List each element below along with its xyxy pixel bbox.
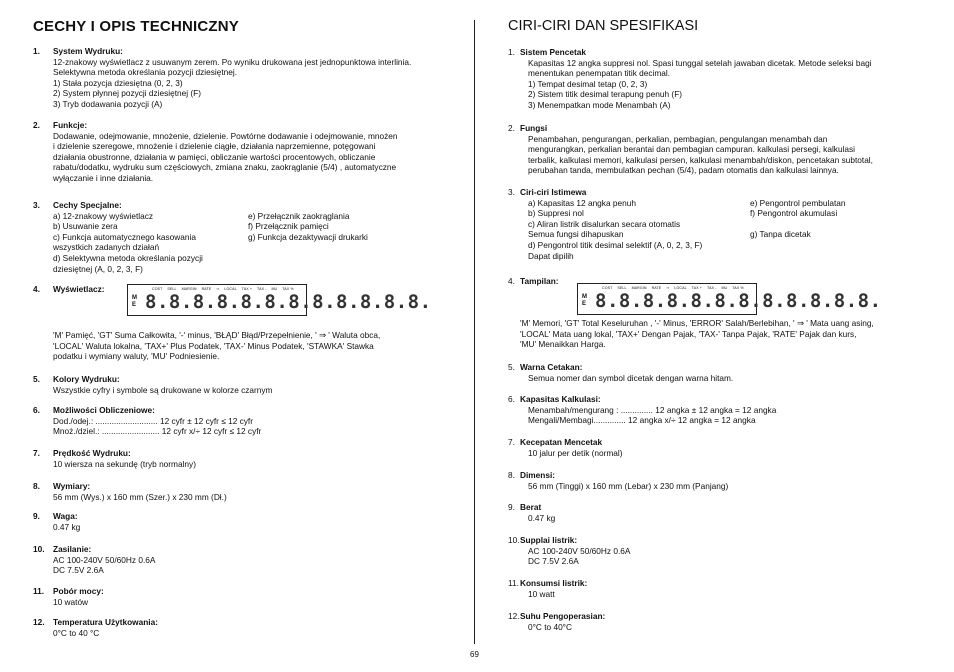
section-text: 10 watów: [53, 596, 89, 607]
feature-item: b) Suppresi nol: [528, 208, 584, 219]
display-indicator: TAX +: [691, 286, 703, 290]
section-heading: Możliwości Obliczeniowe:: [53, 405, 155, 415]
section-number: 4.: [508, 276, 515, 286]
section-text: wyłączanie i inne działania.: [53, 172, 154, 183]
page-divider: [474, 20, 475, 644]
section-number: 8.: [508, 470, 515, 480]
section-text: Kapasitas 12 angka suppresi nol. Spasi tunggal setelah jawaban dicetak. Metode seleksi bagi: [528, 57, 872, 68]
section-number: 9.: [33, 511, 40, 521]
page-title: CECHY I OPIS TECHNICZNY: [33, 18, 240, 35]
display-indicator: LOCAL: [674, 286, 687, 290]
spec-section: [33, 448, 463, 469]
section-text: 10 jalur per detik (normal): [528, 447, 623, 458]
section-heading: Prędkość Wydruku:: [53, 448, 131, 458]
spec-section: [508, 362, 948, 383]
spec-section: [33, 405, 463, 437]
section-heading: Fungsi: [520, 123, 548, 133]
display-indicator: SELL: [617, 286, 627, 290]
section-number: 7.: [33, 448, 40, 458]
section-heading: Temperatura Użytkowania:: [53, 617, 158, 627]
section-text: terbalik, kalkulasi memori, kalkulasi persen, kalkulasi menambah/diskon, pencetakan subtotal,: [528, 154, 873, 165]
section-text: 56 mm (Wys.) x 160 mm (Szer.) x 230 mm (Dł.): [53, 491, 227, 502]
spec-section: [33, 511, 463, 532]
section-text: Wszystkie cyfry i symbole są drukowane w kolorze czarnym: [53, 384, 273, 395]
display-indicator: SELL: [167, 287, 177, 291]
section-text: 0.47 kg: [528, 512, 556, 523]
section-number: 9.: [508, 502, 515, 512]
section-text: 0°C to 40°C: [528, 621, 572, 632]
display-memory-error-indicator: M E: [132, 295, 137, 308]
section-text: DC 7.5V 2.6A: [528, 556, 579, 567]
display-indicator: MARGIN: [631, 286, 647, 290]
section-text: AC 100-240V 50/60Hz 0.6A: [528, 545, 631, 556]
section-number: 12.: [33, 617, 45, 627]
section-text: Mnoż./dziel.: ......................... 12 cyfr x/÷ 12 cyfr ≤ 12 cyfr: [53, 426, 262, 437]
spec-section: [508, 502, 948, 523]
section-text: 1) Stała pozycja dziesiętna (0, 2, 3): [53, 77, 183, 88]
feature-item: d) Selektywna metoda określania pozycji: [53, 252, 203, 263]
feature-item: f) Przełącznik pamięci: [248, 221, 329, 232]
section-heading: Supplai listrik:: [520, 535, 578, 545]
section-number: 3.: [508, 187, 515, 197]
display-indicator: MARGIN: [181, 287, 197, 291]
section-heading: Warna Cetakan:: [520, 362, 583, 372]
spec-section: [508, 535, 948, 567]
section-text: 3) Menempatkan mode Menambah (A): [528, 99, 671, 110]
feature-item: e) Pengontrol pembulatan: [750, 197, 846, 208]
spec-section: [33, 481, 463, 502]
display-indicator: LOCAL: [224, 287, 237, 291]
spec-section: [508, 578, 948, 599]
display-indicator: ⇒: [216, 287, 220, 291]
left-page: [0, 0, 470, 672]
section-text: 2) Sistem titik desimal terapung penuh (F): [528, 89, 683, 100]
section-text: 56 mm (Tinggi) x 160 mm (Lebar) x 230 mm (Panjang): [528, 480, 729, 491]
section-text: menentukan penempatan titik decimal.: [528, 68, 671, 79]
section-text: Mengali/Membagi.............. 12 angka x/÷ 12 angka = 12 angka: [528, 415, 756, 426]
display-memory-error-indicator: M E: [582, 294, 587, 307]
display-digits: 8.8.8.8.8.8.8.8.8.8.8.8.: [595, 290, 882, 312]
feature-item: g) Tanpa dicetak: [750, 229, 811, 240]
display-digits: 8.8.8.8.8.8.8.8.8.8.8.8.: [145, 291, 432, 313]
section-heading: System Wydruku:: [53, 46, 123, 56]
section-text: Menambah/mengurang : .............. 12 angka ± 12 angka = 12 angka: [528, 404, 777, 415]
section-number: 2.: [33, 120, 40, 130]
display-indicator: MU: [721, 286, 728, 290]
section-text: 2) System płynnej pozycji dziesiętnej (F): [53, 88, 202, 99]
section-text: 'LOCAL' Mata uang lokal, 'TAX+' Dengan Pajak, 'TAX-' Tanpa Pajak, 'RATE' Pajak dan kurs,: [520, 328, 857, 339]
section-text: 1) Tempat desimal tetap (0, 2, 3): [528, 78, 648, 89]
spec-section: [508, 187, 948, 261]
section-heading: Cechy Specjalne:: [53, 200, 122, 210]
section-text: podatku i wymiany waluty, 'MU' Podniesienie.: [53, 351, 220, 362]
spec-section: [508, 123, 948, 176]
section-text: rabatu/dodatku, wydruku sum częściowych, zmiana znaku, zaokrąglanie (5/4) , automatyczne: [53, 162, 397, 173]
feature-item: wszystkich zadanych działań: [53, 242, 160, 253]
spec-section: [33, 617, 463, 638]
section-text: 'M' Pamięć, 'GT' Suma Całkowita, '-' minus, 'BŁĄD' Błąd/Przepełnienie, ' ⇒ ' Waluta obca,: [53, 330, 381, 340]
spec-section: [33, 374, 463, 395]
section-number: 3.: [33, 200, 40, 210]
section-text: DC 7.5V 2.6A: [53, 565, 104, 576]
section-text: działania obustronne, działania w pamięci, obliczanie wartości procentowych, obliczanie: [53, 151, 376, 162]
section-heading: Zasilanie:: [53, 544, 92, 554]
spec-section: [508, 611, 948, 632]
display-indicator: RATE: [651, 286, 662, 290]
lcd-display-diagram: [577, 283, 882, 315]
display-indicator: COST: [152, 287, 163, 291]
section-text: Semua nomer dan symbol dicetak dengan warna hitam.: [528, 372, 734, 383]
spec-section: [508, 437, 948, 458]
spec-section: [508, 394, 948, 426]
section-heading: Wyświetlacz:: [53, 284, 105, 294]
section-text: perubahan tanda, membulatkan pechan (5/4), padam otomatis dan kalkulasi lainnya.: [528, 165, 839, 176]
spec-section: [33, 586, 463, 607]
section-text: 10 wiersza na sekundę (tryb normalny): [53, 458, 196, 469]
section-heading: Kolory Wydruku:: [53, 374, 120, 384]
section-text: 'LOCAL' Waluta lokalna, 'TAX+' Plus Podatek, 'TAX-' Minus Podatek, 'STAWKA' Stawka: [53, 340, 374, 351]
section-number: 6.: [508, 394, 515, 404]
section-text: 12-znakowy wyświetlacz z usuwanym zerem. Po wyniku drukowana jest jednopunktowa interlinia.: [53, 56, 412, 67]
display-indicator: MU: [271, 287, 278, 291]
spec-section: [508, 470, 948, 491]
display-indicator: TAX -: [707, 286, 717, 290]
display-indicator: ⇒: [666, 286, 670, 290]
section-number: 2.: [508, 123, 515, 133]
spec-section: [33, 330, 463, 362]
section-number: 12.: [508, 611, 520, 621]
page-number: 69: [470, 650, 479, 659]
section-text: Dodawanie, odejmowanie, mnożenie, dzielenie. Powtórne dodawanie i odejmowanie, mnożen: [53, 130, 398, 141]
spec-section: [508, 47, 948, 111]
spec-section: [508, 318, 948, 350]
feature-item: Semua fungsi dihapuskan: [528, 229, 624, 240]
feature-item: Dapat dipilih: [528, 250, 574, 261]
section-number: 4.: [33, 284, 40, 294]
feature-item: b) Usuwanie zera: [53, 221, 118, 232]
display-indicator: RATE: [201, 287, 212, 291]
section-heading: Funkcje:: [53, 120, 88, 130]
feature-item: e) Przełącznik zaokrąglania: [248, 210, 350, 221]
section-text: 'MU' Menaikkan Harga.: [520, 339, 606, 350]
section-heading: Wymiary:: [53, 481, 91, 491]
feature-item: g) Funkcja dezaktywacji drukarki: [248, 231, 368, 242]
section-text: 0.47 kg: [53, 521, 81, 532]
section-text: 'M' Memori, 'GT' Total Keseluruhan , '-' Minus, 'ERROR' Salah/Berlebihan, ' ⇒ ' Mata uang asing,: [520, 318, 874, 328]
section-heading: Berat: [520, 502, 542, 512]
section-number: 8.: [33, 481, 40, 491]
section-text: i dzielenie szeregowe, mnożenie i dzielenie ciągłe, działania naprzemienne, potęgowani: [53, 141, 376, 152]
section-heading: Suhu Pengoperasian:: [520, 611, 606, 621]
spec-section: [33, 46, 463, 110]
display-indicator: TAX %: [732, 286, 744, 290]
section-number: 11.: [508, 578, 519, 588]
section-heading: Ciri-ciri Istimewa: [520, 187, 587, 197]
section-text: 3) Tryb dodawania pozycji (A): [53, 98, 163, 109]
feature-item: c) Funkcja automatycznego kasowania: [53, 231, 196, 242]
spec-section: [33, 120, 463, 184]
section-text: Penambahan, pengurangan, perkalian, pembagian, pengulangan menambah dan: [528, 133, 828, 144]
section-text: Selektywna metoda określania pozycji dziesiętnej.: [53, 67, 238, 78]
display-indicator: COST: [602, 286, 613, 290]
section-text: AC 100-240V 50/60Hz 0.6A: [53, 554, 156, 565]
section-number: 10.: [33, 544, 45, 554]
section-heading: Kecepatan Mencetak: [520, 437, 603, 447]
section-heading: Kapasitas Kalkulasi:: [520, 394, 601, 404]
section-heading: Waga:: [53, 511, 78, 521]
section-number: 11.: [33, 586, 45, 596]
feature-item: a) 12-znakowy wyświetlacz: [53, 210, 154, 221]
right-page: [478, 0, 954, 672]
feature-item: f) Pengontrol akumulasi: [750, 208, 838, 219]
feature-item: c) Aliran listrik disalurkan secara otomatis: [528, 218, 681, 229]
feature-item: dziesiętnej (A, 0, 2, 3, F): [53, 263, 143, 274]
section-text: 0°C to 40 °C: [53, 627, 100, 638]
spec-section: [33, 544, 463, 576]
display-indicator: TAX %: [282, 287, 294, 291]
section-text: 10 watt: [528, 588, 555, 599]
section-heading: Sistem Pencetak: [520, 47, 586, 57]
section-number: 1.: [33, 46, 40, 56]
section-number: 5.: [508, 362, 515, 372]
feature-item: d) Pengontrol titik desimal selektif (A, 0, 2, 3, F): [528, 239, 703, 250]
section-heading: Dimensi:: [520, 470, 556, 480]
section-text: mengurangkan, perkalian berantai dan pembagian campuran. kalkulasi persegi, kalkulasi: [528, 144, 856, 155]
section-heading: Pobór mocy:: [53, 586, 104, 596]
spec-section: [33, 200, 463, 274]
section-text: Dod./odej.: ........................... 12 cyfr ± 12 cyfr ≤ 12 cyfr: [53, 415, 254, 426]
section-heading: Konsumsi listrik:: [520, 578, 588, 588]
section-number: 6.: [33, 405, 40, 415]
section-heading: Tampilan:: [520, 276, 559, 286]
section-number: 10.: [508, 535, 520, 545]
feature-item: a) Kapasitas 12 angka penuh: [528, 197, 636, 208]
display-indicator: TAX -: [257, 287, 267, 291]
section-number: 5.: [33, 374, 40, 384]
section-number: 7.: [508, 437, 515, 447]
section-number: 1.: [508, 47, 515, 57]
display-indicator: TAX +: [241, 287, 253, 291]
lcd-display-diagram: [127, 284, 432, 316]
page-title: CIRI-CIRI DAN SPESIFIKASI: [508, 18, 699, 34]
